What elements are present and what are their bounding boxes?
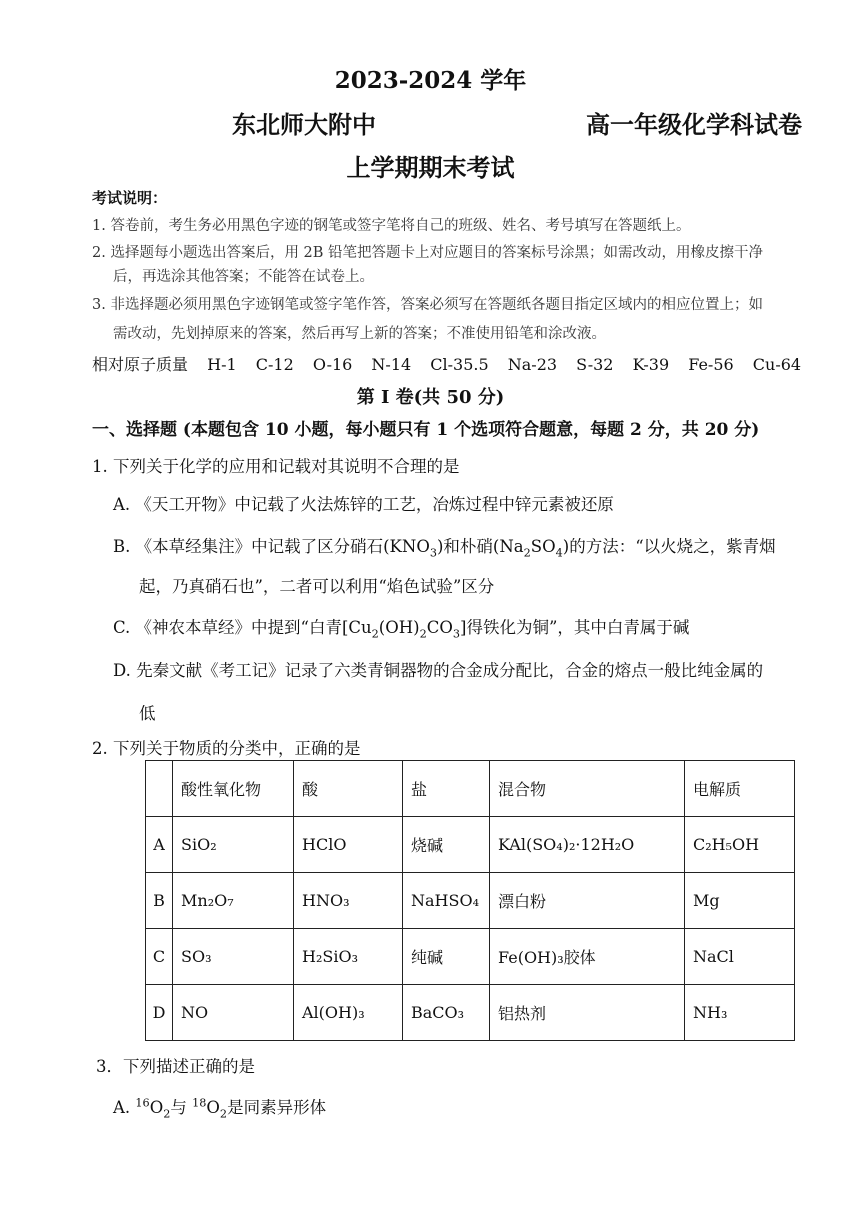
table-header-cell: 酸: [294, 761, 403, 817]
exam-term: 上学期期末考试: [346, 153, 515, 182]
option-text: O: [206, 1098, 220, 1117]
atomic-mass: Cu-64: [752, 355, 802, 374]
table-cell: KAl(SO₄)₂·12H₂O: [490, 817, 685, 873]
table-cell: NH₃: [685, 985, 795, 1041]
table-header-cell: 盐: [403, 761, 490, 817]
table-cell: NO: [173, 985, 294, 1041]
atomic-mass: O-16: [312, 355, 353, 374]
table-cell: 烧碱: [403, 817, 490, 873]
superscript: 18: [192, 1096, 207, 1110]
question-1-option-b: [113, 533, 776, 559]
table-header-cell: [146, 761, 173, 817]
atomic-mass: S-32: [576, 355, 614, 374]
option-text: B. 《本草经集注》中记载了区分硝石(KNO: [113, 537, 430, 556]
table-cell: Mn₂O₇: [173, 873, 294, 929]
table-header-cell: 酸性氧化物: [173, 761, 294, 817]
table-cell: SO₃: [173, 929, 294, 985]
atomic-mass: N-14: [371, 355, 412, 374]
table-cell: NaCl: [685, 929, 795, 985]
table-cell: NaHSO₄: [403, 873, 490, 929]
table-cell: D: [146, 985, 173, 1041]
instruction-item-1: 1. 答卷前，考生务必用黑色字迹的钢笔或签字笔将自己的班级、姓名、考号填写在答题纸上。: [92, 218, 691, 234]
option-text: 与: [170, 1098, 193, 1117]
table-cell: C: [146, 929, 173, 985]
option-text: A.: [113, 1098, 136, 1117]
table-cell: 铝热剂: [490, 985, 685, 1041]
option-text: O: [149, 1098, 164, 1117]
question-3-stem: 3．下列描述正确的是: [96, 1057, 255, 1076]
instruction-item-3-cont: 需改动，先划掉原来的答案，然后再写上新的答案；不准使用铅笔和涂改液。: [113, 326, 606, 342]
table-cell: HClO: [294, 817, 403, 873]
classification-table: [145, 760, 795, 1041]
exam-year: 2023-2024 学年: [334, 67, 527, 94]
table-cell: B: [146, 873, 173, 929]
table-cell: 纯碱: [403, 929, 490, 985]
question-1-option-d-cont: 低: [139, 704, 156, 723]
question-1-stem: 1. 下列关于化学的应用和记载对其说明不合理的是: [92, 457, 460, 476]
table-cell: Mg: [685, 873, 795, 929]
subscript: 2: [419, 627, 427, 641]
question-1-option-d: D. 先秦文献《考工记》记录了六类青铜器物的合金成分配比，合金的熔点一般比纯金属的: [113, 661, 764, 680]
table-cell: A: [146, 817, 173, 873]
option-text: 是同素异形体: [227, 1098, 327, 1117]
atomic-masses-label: 相对原子质量: [92, 355, 189, 374]
instructions-title: 考试说明：: [92, 189, 168, 207]
option-text: (OH): [378, 618, 420, 637]
question-1-option-b-cont: 起，乃真硝石也”，二者可以利用“焰色试验”区分: [139, 577, 495, 596]
atomic-mass: H-1: [207, 355, 237, 374]
option-text: C. 《神农本草经》中提到“白青[Cu: [113, 618, 372, 637]
question-1-option-a: A. 《天工开物》中记载了火法炼锌的工艺，冶炼过程中锌元素被还原: [113, 495, 614, 514]
table-cell: H₂SiO₃: [294, 929, 403, 985]
atomic-mass: K-39: [632, 355, 670, 374]
subscript: 3: [452, 627, 461, 641]
question-1-option-c: [113, 614, 689, 640]
superscript: 16: [135, 1096, 150, 1110]
subscript: 2: [371, 627, 379, 641]
subscript: 4: [555, 546, 563, 560]
question-3-option-a: [113, 1094, 326, 1120]
table-cell: Al(OH)₃: [294, 985, 403, 1041]
option-text: ]得铁化为铜”，其中白青属于碱: [460, 618, 690, 637]
option-text: CO: [426, 618, 453, 637]
part-title: 一、选择题 (本题包含 10 小题，每小题只有 1 个选项符合题意，每题 2 分，共 20 分): [92, 420, 760, 440]
instruction-item-2-cont: 后，再选涂其他答案；不能答在试卷上。: [113, 269, 374, 285]
option-text: )的方法：“以火烧之，紫青烟: [562, 537, 776, 556]
table-header-cell: 混合物: [490, 761, 685, 817]
option-text: )和朴硝(Na: [436, 537, 524, 556]
subscript: 2: [219, 1107, 228, 1121]
table-header-row: [146, 761, 795, 817]
subscript: 3: [429, 546, 437, 560]
question-2-stem: 2. 下列关于物质的分类中，正确的是: [92, 739, 361, 758]
table-cell: HNO₃: [294, 873, 403, 929]
instruction-item-2: 2. 选择题每小题选出答案后，用 2B 铅笔把答题卡上对应题目的答案标号涂黑；如需改动，用橡皮擦干净: [92, 245, 764, 261]
table-header-cell: 电解质: [685, 761, 795, 817]
option-text: SO: [530, 537, 556, 556]
exam-subject: 高一年级化学科试卷: [586, 110, 802, 139]
atomic-masses: [92, 352, 801, 375]
table-row: [146, 817, 795, 873]
atomic-mass: Fe-56: [688, 355, 734, 374]
instruction-item-3: 3. 非选择题必须用黑色字迹钢笔或签字笔作答，答案必须写在答题纸各题目指定区域内的相应位置上；如: [92, 297, 763, 313]
subscript: 2: [523, 546, 531, 560]
atomic-mass: Na-23: [507, 355, 558, 374]
atomic-mass: Cl-35.5: [430, 355, 489, 374]
subscript: 2: [163, 1107, 171, 1121]
table-row: [146, 929, 795, 985]
table-cell: C₂H₅OH: [685, 817, 795, 873]
section-title: 第 I 卷(共 50 分): [356, 387, 505, 408]
table-cell: BaCO₃: [403, 985, 490, 1041]
atomic-mass: C-12: [255, 355, 294, 374]
table-cell: 漂白粉: [490, 873, 685, 929]
table-row: [146, 873, 795, 929]
table-cell: SiO₂: [173, 817, 294, 873]
school-name: 东北师大附中: [232, 110, 376, 139]
table-row: [146, 985, 795, 1041]
table-cell: Fe(OH)₃胶体: [490, 929, 685, 985]
